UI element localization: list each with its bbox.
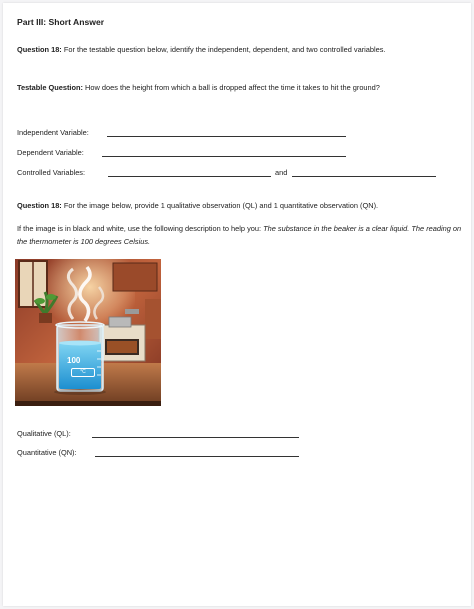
- quantitative-answer-line[interactable]: [95, 456, 299, 457]
- independent-variable-label: Independent Variable:: [17, 128, 89, 137]
- dependent-variable-answer-line[interactable]: [102, 156, 346, 157]
- dependent-variable-label: Dependent Variable:: [17, 148, 84, 157]
- question-18-observation: [17, 200, 463, 212]
- beaker-kitchen-image: [15, 259, 161, 406]
- thermometer-reading: 100: [67, 356, 81, 365]
- black-white-help-text: [17, 222, 463, 248]
- and-label: and: [275, 168, 288, 177]
- help-italic-text: The substance in the beaker is a clear liquid. The reading on the thermometer is 100 degrees Celsius.: [17, 224, 462, 246]
- testable-question-text: How does the height from which a ball is dropped affect the time it takes to hit the ground?: [82, 83, 380, 92]
- help-plain-text: If the image is in black and white, use the following description to help you:: [17, 224, 264, 233]
- worksheet-page: [3, 3, 471, 606]
- question-text: For the image below, provide 1 qualitative observation (QL) and 1 quantitative observation (QN).: [61, 201, 379, 210]
- controlled-variable-2-answer-line[interactable]: [292, 176, 436, 177]
- testable-question: [17, 82, 447, 94]
- question-text: For the testable question below, identify the independent, dependent, and two controlled variables.: [61, 45, 386, 54]
- thermometer-unit: °C: [71, 368, 95, 377]
- question-label: Question 18:: [17, 45, 62, 54]
- question-18-testable: [17, 44, 447, 56]
- question-label: Question 18:: [17, 201, 62, 210]
- independent-variable-answer-line[interactable]: [107, 136, 346, 137]
- testable-question-label: Testable Question:: [17, 83, 83, 92]
- part-title: Part III: Short Answer: [17, 17, 105, 27]
- controlled-variable-1-answer-line[interactable]: [108, 176, 271, 177]
- quantitative-label: Quantitative (QN):: [17, 448, 77, 457]
- controlled-variables-label: Controlled Variables:: [17, 168, 86, 177]
- qualitative-answer-line[interactable]: [92, 437, 299, 438]
- qualitative-label: Qualitative (QL):: [17, 429, 71, 438]
